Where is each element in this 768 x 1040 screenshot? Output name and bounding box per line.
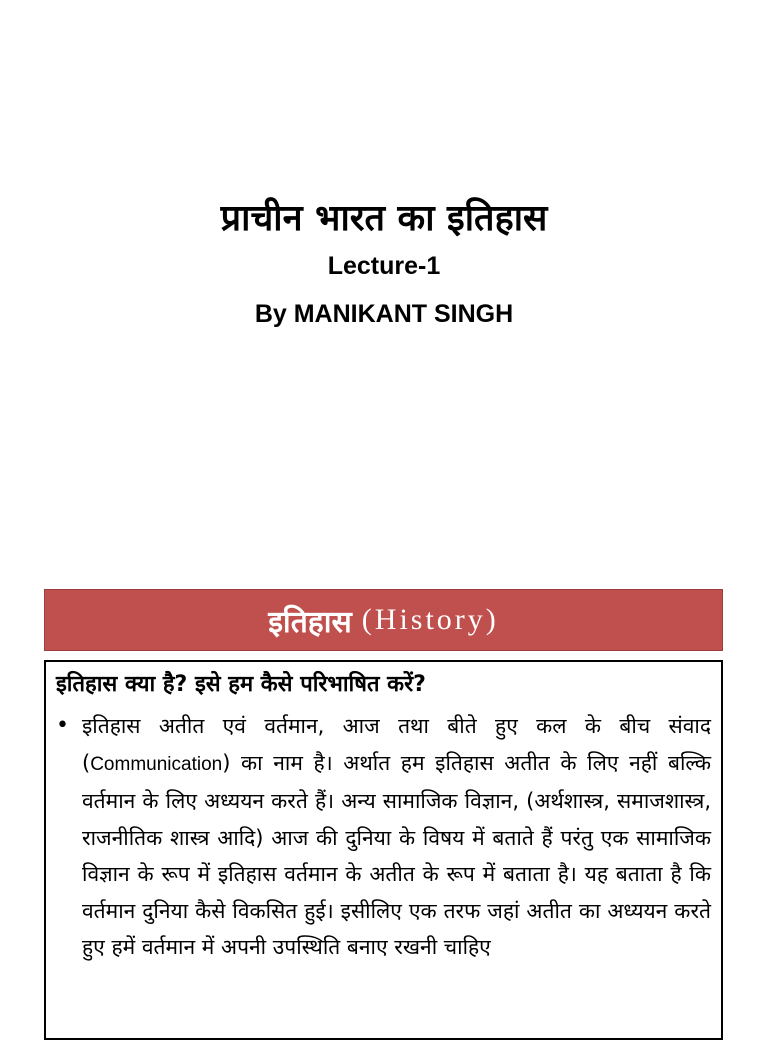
title-block bbox=[0, 190, 768, 342]
paragraph-part-2: ) का नाम है। अर्थात हम इतिहास अतीत के लिए नहीं बल्कि वर्तमान के लिए अध्ययन करते हैं। अन्य सामाजिक विज्ञान, (अर्थशास्त्र, समाजशास्त्र, राजनीतिक शास्त्र आदि) आज की दुनिया के विषय में बताते हैं परंतु एक सामाजिक विज्ञान के रूप में इतिहास वर्तमान के अतीत के रूप में बताता है। यह बताता है कि वर्तमान दुनिया कैसे विकसित हुई। इसीलिए एक तरफ जहां अतीत का अध्ययन करते हुए हमें वर्तमान में अपनी उपस्थिति बनाए रखनी चाहिए bbox=[82, 750, 711, 959]
banner-hindi-title: इतिहास bbox=[268, 604, 352, 640]
main-title: प्राचीन भारत का इतिहास bbox=[220, 197, 548, 239]
paragraph-english-term: Communication bbox=[90, 753, 223, 775]
section-banner bbox=[44, 589, 723, 651]
banner-english-title: (History) bbox=[361, 603, 499, 636]
bullet-paragraph bbox=[82, 708, 711, 966]
author-name: By MANIKANT SINGH bbox=[254, 300, 514, 328]
lecture-number: Lecture-1 bbox=[327, 252, 441, 280]
paragraph-part-1: इतिहास अतीत एवं वर्तमान, आज तथा बीते हुए कल के बीच संवाद ( bbox=[82, 714, 711, 775]
section-question: इतिहास क्या है? इसे हम कैसे परिभाषित करें? bbox=[56, 672, 426, 697]
bullet-dot-icon: • bbox=[56, 713, 69, 738]
bullet-item bbox=[56, 708, 711, 966]
content-box bbox=[44, 660, 723, 1040]
